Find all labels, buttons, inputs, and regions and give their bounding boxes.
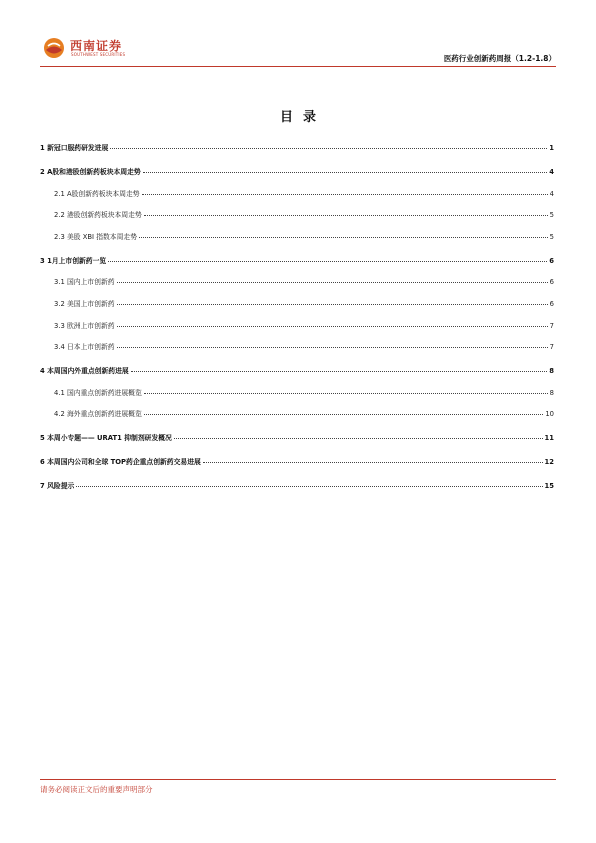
logo-english-name: SOUTHWEST SECURITIES [71, 52, 126, 57]
toc-entry-title: 3.4 日本上市创新药 [54, 343, 115, 352]
toc-entry-title: 4 本周国内外重点创新药进展 [40, 367, 129, 376]
toc-leader-dots [110, 147, 547, 149]
toc-entry-title: 7 风险提示 [40, 482, 75, 491]
toc-entry-title: 1 新冠口服药研发进展 [40, 144, 109, 152]
toc-entry-title: 3.3 欧洲上市创新药 [54, 321, 115, 330]
toc-entry-page-number: 1 [549, 144, 554, 152]
toc-leader-dots [143, 171, 548, 173]
toc-entry-page-number: 6 [549, 256, 554, 265]
toc-entry-page-number: 5 [549, 211, 554, 220]
toc-entry[interactable] [40, 404, 554, 418]
toc-entry[interactable] [40, 294, 554, 308]
toc-entry[interactable] [40, 272, 554, 286]
toc-entry[interactable] [40, 227, 554, 241]
page-header [40, 34, 556, 66]
toc-leader-dots [144, 413, 544, 415]
toc-entry-title: 2.2 港股创新药板块本周走势 [54, 211, 142, 220]
toc-entry-page-number: 11 [544, 434, 554, 443]
toc-entry-title: 2.1 A股创新药板块本周走势 [54, 189, 140, 198]
toc-leader-dots [117, 325, 548, 327]
toc-entry-page-number: 10 [545, 410, 554, 419]
toc-leader-dots [144, 392, 548, 394]
toc-entry-page-number: 7 [549, 343, 554, 352]
toc-entry[interactable] [40, 184, 554, 198]
toc-entry-title: 6 本周国内公司和全球 TOP药企重点创新药交易进展 [40, 458, 201, 467]
toc-entry[interactable] [40, 316, 554, 330]
toc-leader-dots [203, 461, 543, 463]
toc-leader-dots [117, 346, 548, 348]
report-title: 医药行业创新药周报（1.2-1.8） [443, 54, 556, 63]
toc-entry[interactable] [40, 251, 554, 265]
toc-leader-dots [76, 485, 542, 487]
toc-entry-title: 3 1月上市创新药一览 [40, 256, 107, 265]
toc-entry[interactable] [40, 383, 554, 397]
toc-entry[interactable] [40, 361, 554, 375]
toc-leader-dots [174, 437, 543, 439]
toc-entry[interactable] [40, 452, 554, 466]
toc-entry-page-number: 6 [549, 278, 554, 287]
toc-entry[interactable] [40, 162, 554, 176]
toc-entry-title: 4.2 海外重点创新药进展概览 [54, 410, 142, 419]
southwest-securities-logo-icon [43, 37, 65, 59]
toc-leader-dots [139, 236, 548, 238]
toc-entry-title: 4.1 国内重点创新药进展概览 [54, 388, 142, 397]
toc-leader-dots [117, 303, 548, 305]
toc-entry-page-number: 15 [544, 482, 554, 491]
toc-heading: 目录 [279, 110, 326, 125]
toc-entry-page-number: 12 [544, 458, 554, 467]
toc-entry-page-number: 8 [549, 367, 554, 376]
toc-entry-title: 2 A股和港股创新药板块本周走势 [40, 168, 141, 176]
toc-entry-title: 5 本周小专题—— URAT1 抑制剂研发概况 [40, 434, 172, 443]
header-divider [40, 66, 556, 67]
toc-entry-page-number: 5 [549, 232, 554, 241]
toc-leader-dots [108, 260, 547, 262]
toc-entry[interactable] [40, 476, 554, 490]
toc-entry[interactable] [40, 337, 554, 351]
table-of-contents [40, 138, 554, 490]
toc-entry[interactable] [40, 205, 554, 219]
toc-entry-page-number: 8 [549, 388, 554, 397]
toc-leader-dots [142, 193, 548, 195]
footer-disclaimer: 请务必阅读正文后的重要声明部分 [40, 785, 153, 794]
toc-entry-title: 3.1 国内上市创新药 [54, 278, 115, 287]
toc-entry[interactable] [40, 428, 554, 442]
toc-entry-page-number: 7 [549, 321, 554, 330]
toc-leader-dots [131, 370, 548, 372]
toc-entry-title: 2.3 美股 XBI 指数本周走势 [54, 232, 137, 241]
toc-entry-page-number: 4 [549, 189, 554, 198]
toc-leader-dots [144, 214, 548, 216]
footer-divider [40, 779, 556, 780]
toc-entry-page-number: 4 [549, 168, 554, 176]
toc-entry-page-number: 6 [549, 299, 554, 308]
toc-leader-dots [117, 281, 548, 283]
brand-logo [40, 34, 140, 62]
toc-entry-title: 3.2 美国上市创新药 [54, 299, 115, 308]
logo-chinese-name: 西南证券 [70, 39, 123, 53]
toc-entry[interactable] [40, 138, 554, 152]
